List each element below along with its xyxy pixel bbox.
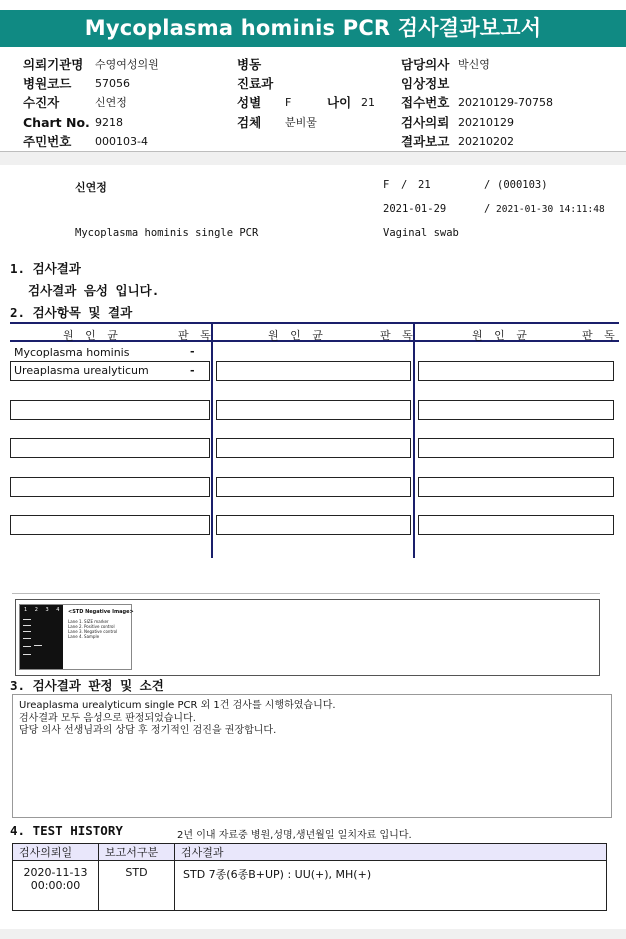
table-row <box>13 861 607 911</box>
patient-id: (000103) <box>497 179 548 191</box>
pathogen-name: Mycoplasma hominis <box>14 346 130 359</box>
empty-cell <box>10 438 210 458</box>
history-table <box>12 843 607 911</box>
gel-band <box>34 645 42 646</box>
gel-photo <box>20 605 63 669</box>
header-separator-band <box>0 152 626 165</box>
interpretation-line: Ureaplasma urealyticum single PCR 외 1건 검사를 시행하였습니다. <box>19 700 336 711</box>
specimen-type: Vaginal swab <box>383 227 459 239</box>
section3-heading: 3. 검사결과 판정 및 소견 <box>10 678 164 693</box>
pathogen-result: - <box>190 345 195 358</box>
interpretation-box <box>12 694 612 818</box>
header-hospital-name: 의뢰기관명 수영여성의원 <box>23 57 159 72</box>
header-info <box>0 55 626 151</box>
gel-band <box>23 625 31 626</box>
received-date: 2021-01-29 <box>383 203 447 215</box>
interpretation-line: 검사결과 모두 음성으로 판정되었습니다. <box>19 712 196 724</box>
header-resident-no: 주민번호 000103-4 <box>23 134 148 149</box>
empty-cell <box>216 515 411 535</box>
interpretation-line: 담당 의사 선생님과의 상담 후 정기적인 검진을 권장합니다. <box>19 725 277 736</box>
gel-legend-item: Lane 3. Negative control <box>68 629 118 634</box>
history-header-row <box>13 844 607 861</box>
patient-sex: F <box>383 179 390 191</box>
pathogen-cell <box>10 343 210 363</box>
patient-name: 신연정 <box>75 181 107 194</box>
section1-heading: 1. 검사결과 <box>10 261 81 276</box>
gel-band <box>23 619 31 620</box>
header-sex: 성별 F <box>237 95 292 110</box>
gel-section-divider <box>12 593 600 594</box>
empty-cell <box>216 361 411 381</box>
header-specimen: 검체 분비물 <box>237 115 317 130</box>
history-date: 2020-11-13 <box>23 866 88 879</box>
history-result: STD 7종(6종B+UP) : UU(+), MH(+) <box>175 861 607 911</box>
empty-cell <box>10 400 210 420</box>
header-hospital-code: 병원코드 57056 <box>23 76 130 91</box>
pathogen-result: - <box>190 364 195 377</box>
header-ward: 병동 <box>237 57 262 72</box>
col3-pathogen-header: 원 인 균 <box>472 329 531 342</box>
empty-cell <box>216 400 411 420</box>
empty-cell <box>10 477 210 497</box>
history-col-date: 검사의뢰일 <box>13 844 99 861</box>
history-type: STD <box>99 861 175 911</box>
empty-cell <box>418 477 614 497</box>
empty-cell <box>418 361 614 381</box>
results-column-divider-1 <box>211 322 213 558</box>
empty-cell <box>418 515 614 535</box>
header-patient: 수진자 신연정 <box>23 95 127 110</box>
empty-cell <box>216 438 411 458</box>
patient-separator-1: / <box>401 179 408 191</box>
col3-result-header: 판 독 <box>582 329 619 342</box>
patient-separator-2: / <box>484 179 491 191</box>
col1-result-header: 판 독 <box>178 329 215 342</box>
header-request-date: 검사의뢰 20210129 <box>401 115 514 130</box>
gel-band <box>23 654 31 655</box>
gel-legend-item: Lane 2. Positive control <box>68 624 115 629</box>
pathogen-name: Ureaplasma urealyticum <box>14 364 149 377</box>
header-department: 진료과 <box>237 76 274 91</box>
history-note: 2년 이내 자료중 병원,성명,생년월일 일치자료 입니다. <box>177 830 412 841</box>
header-doctor: 담당의사 박신영 <box>401 57 490 72</box>
report-title: Mycoplasma hominis PCR 검사결과보고서 <box>0 10 626 47</box>
header-report-date: 결과보고 20210202 <box>401 134 514 149</box>
empty-cell <box>418 400 614 420</box>
empty-cell <box>216 477 411 497</box>
bottom-band <box>0 929 626 939</box>
empty-cell <box>10 515 210 535</box>
gel-image <box>19 604 132 670</box>
history-col-type: 보고서구분 <box>99 844 175 861</box>
history-col-result: 검사결과 <box>175 844 607 861</box>
header-receipt-no: 접수번호 20210129-70758 <box>401 95 553 110</box>
header-clinical-info: 임상정보 <box>401 76 450 91</box>
gel-lane-numbers: 1 2 3 4 <box>24 607 63 613</box>
pathogen-cell <box>10 361 210 381</box>
result-summary: 검사결과 음성 입니다. <box>28 283 160 298</box>
header-chart-no: Chart No. 9218 <box>23 115 123 130</box>
gel-band <box>23 631 31 632</box>
patient-age: 21 <box>418 179 431 191</box>
section4-heading: 4. TEST HISTORY <box>10 823 123 838</box>
gel-legend-item: Lane 4. Sample <box>68 634 100 639</box>
gel-title: <STD Negative Image> <box>68 609 134 615</box>
empty-cell <box>418 438 614 458</box>
gel-band <box>23 638 31 639</box>
results-table-top-rule <box>10 322 619 324</box>
section2-heading: 2. 검사항목 및 결과 <box>10 305 133 320</box>
col1-pathogen-header: 원 인 균 <box>63 329 122 342</box>
gel-band <box>23 646 31 647</box>
col2-pathogen-header: 원 인 균 <box>268 329 327 342</box>
results-column-divider-2 <box>413 322 415 558</box>
col2-result-header: 판 독 <box>380 329 417 342</box>
history-time: 00:00:00 <box>30 879 81 892</box>
reported-datetime: 2021-01-30 14:11:48 <box>496 204 605 215</box>
gel-legend-item: Lane 1. SIZE marker <box>68 619 109 624</box>
header-age: 나이 21 <box>327 95 375 110</box>
patient-separator-3: / <box>484 203 491 215</box>
history-date-cell <box>13 861 99 911</box>
test-name: Mycoplasma hominis single PCR <box>75 227 259 239</box>
